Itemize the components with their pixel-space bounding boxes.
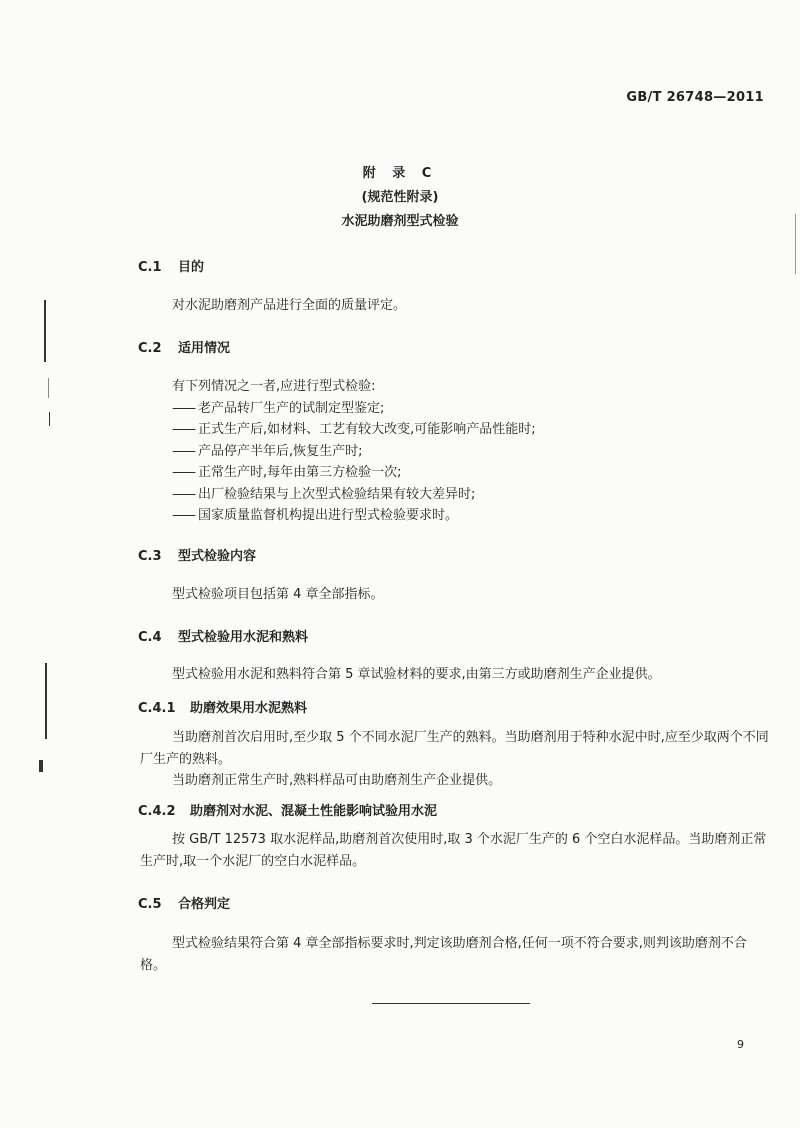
section-title: 助磨效果用水泥熟料 (190, 701, 308, 716)
scan-artifact (39, 760, 43, 772)
list-item: —— 老产品转厂生产的试制定型鉴定; (172, 400, 385, 416)
section-number: C.5 (138, 897, 162, 912)
page-number: 9 (737, 1038, 744, 1051)
section-title: 合格判定 (178, 897, 231, 912)
standard-number: GB/T 26748—2011 (626, 90, 764, 105)
scan-artifact (45, 663, 47, 739)
paragraph-c41-1: 当助磨剂首次启用时,至少取 5 个不同水泥厂生产的熟料。当助磨剂用于特种水泥中时,应至少取两个不同厂生产的熟料。 (140, 730, 769, 767)
annex-type: (规范性附录) (361, 190, 439, 205)
list-item: —— 国家质量监督机构提出进行型式检验要求时。 (172, 508, 459, 523)
paragraph-c4: 型式检验用水泥和熟料符合第 5 章试验材料的要求,由第三方或助磨剂生产企业提供。 (172, 667, 661, 682)
section-title: 型式检验内容 (178, 549, 257, 564)
section-title: 型式检验用水泥和熟料 (178, 630, 309, 645)
section-heading-c3 (138, 545, 256, 564)
paragraph-c3: 型式检验项目包括第 4 章全部指标。 (172, 587, 384, 602)
paragraph-c41-2: 当助磨剂正常生产时,熟料样品可由助磨剂生产企业提供。 (172, 773, 502, 788)
section-number: C.3 (138, 549, 162, 564)
conditions-list (172, 376, 536, 527)
annex-title: 水泥助磨剂型式检验 (341, 214, 459, 229)
list-intro: 有下列情况之一者,应进行型式检验: (172, 379, 376, 394)
scan-artifact (44, 300, 46, 362)
section-number: C.4 (138, 630, 162, 645)
list-item: —— 产品停产半年后,恢复生产时; (172, 443, 363, 459)
paragraph-c42: 按 GB/T 12573 取水泥样品,助磨剂首次使用时,取 3 个水泥厂生产的 6 个空白水泥样品。当助磨剂正常生产时,取一个水泥厂的空白水泥样品。 (140, 832, 767, 869)
section-heading-c1 (138, 256, 204, 275)
list-item: —— 正式生产后,如材料、工艺有较大改变,可能影响产品性能时; (172, 422, 536, 437)
section-heading-c2 (138, 337, 230, 356)
list-item: —— 正常生产时,每年由第三方检验一次; (172, 465, 402, 480)
section-number: C.4.2 (138, 804, 176, 819)
section-number: C.4.1 (138, 701, 176, 716)
annex-title-block (0, 162, 800, 234)
scan-artifact (49, 412, 50, 426)
scan-artifact (48, 378, 49, 398)
section-number: C.1 (138, 260, 162, 275)
section-heading-c5 (138, 893, 230, 912)
section-title: 目的 (178, 260, 205, 275)
section-heading-c42 (138, 800, 437, 819)
section-number: C.2 (138, 341, 162, 356)
paragraph-c5: 型式检验结果符合第 4 章全部指标要求时,判定该助磨剂合格,任何一项不符合要求,则判该助磨剂不合格。 (140, 936, 747, 973)
paragraph-c1: 对水泥助磨剂产品进行全面的质量评定。 (172, 298, 407, 313)
section-title: 助磨剂对水泥、混凝土性能影响试验用水泥 (190, 804, 438, 819)
list-item: —— 出厂检验结果与上次型式检验结果有较大差异时; (172, 486, 476, 502)
section-heading-c4 (138, 626, 308, 645)
section-heading-c41 (138, 697, 307, 716)
section-title: 适用情况 (178, 341, 231, 356)
end-of-annex-rule (372, 1003, 530, 1004)
annex-label: 附 录 C (362, 166, 438, 181)
